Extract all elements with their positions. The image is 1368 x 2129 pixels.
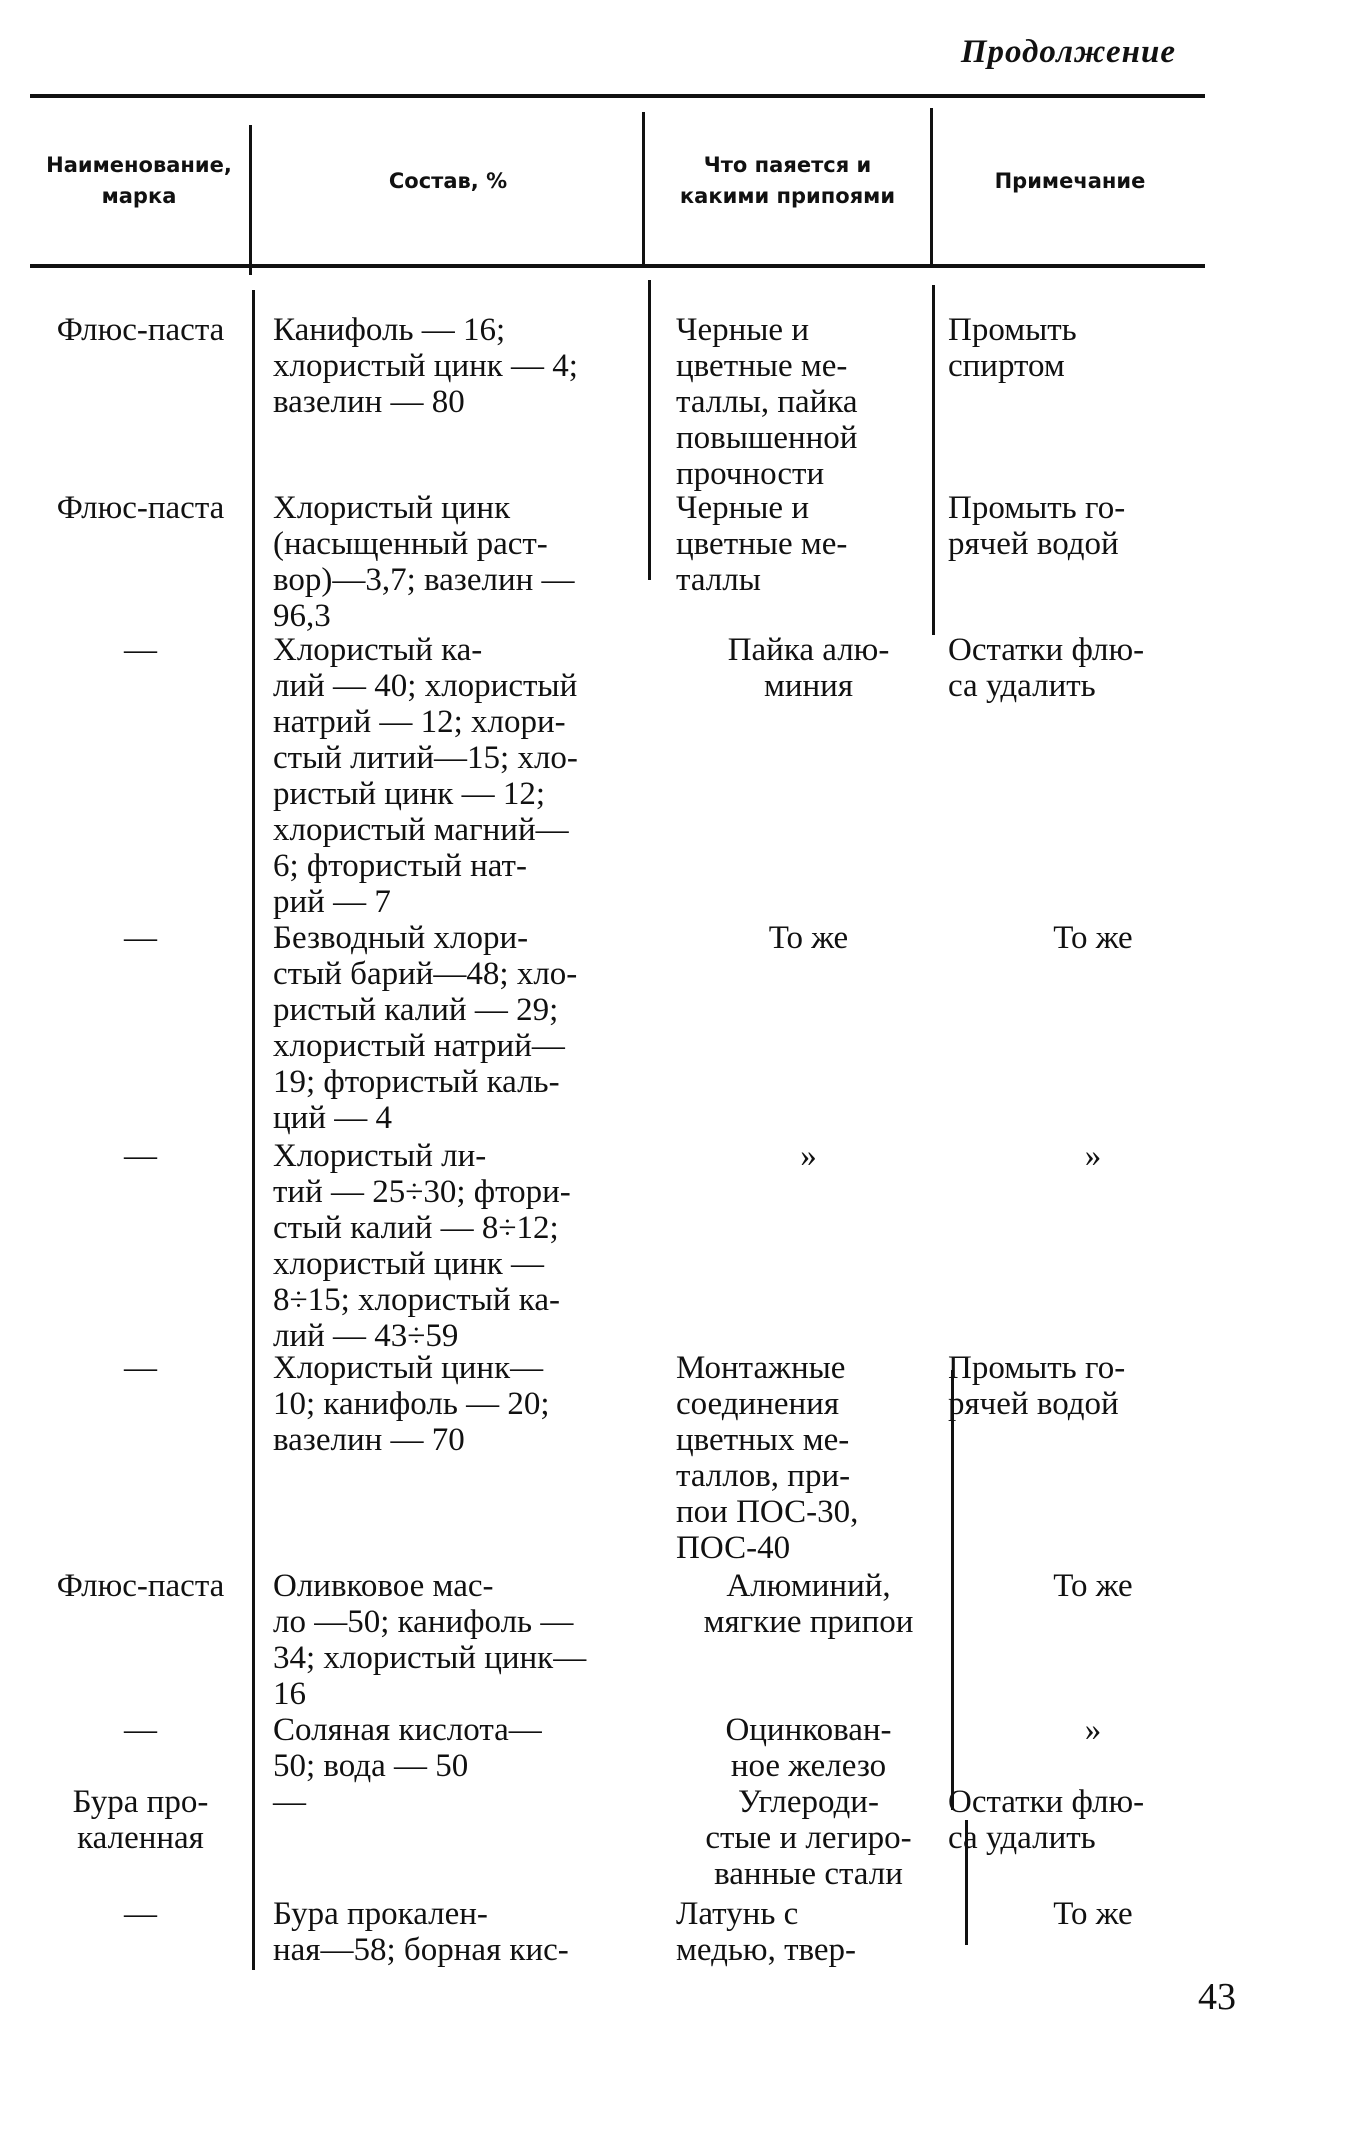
cell-note: То же xyxy=(1053,1896,1133,1932)
cell-note: Промыть го- рячей водой xyxy=(948,1350,1126,1422)
cell-what-soldered: Оцинкован- ное железо xyxy=(725,1712,892,1784)
cell-note: То же xyxy=(1053,920,1133,956)
cell-composition: — xyxy=(273,1784,306,1820)
cell-name: — xyxy=(124,632,157,668)
page-header: Продолжение xyxy=(960,34,1176,70)
header-composition: Состав, % xyxy=(388,168,508,193)
cell-composition: Канифоль — 16; хлористый цинк — 4; вазелин — 80 xyxy=(273,312,578,420)
cell-composition: Оливковое мас- ло —50; канифоль — 34; хлористый цинк— 16 xyxy=(273,1568,587,1712)
cell-what-soldered: » xyxy=(800,1138,817,1174)
cell-what-soldered: Монтажные соединения цветных ме- таллов, при- пои ПОС-30, ПОС-40 xyxy=(676,1350,859,1566)
cell-name: Бура про- каленная xyxy=(72,1784,209,1856)
cell-name: Флюс-паста xyxy=(56,312,225,348)
header-divider xyxy=(930,108,933,266)
cell-what-soldered: Углероди- стые и легиро- ванные стали xyxy=(705,1784,912,1892)
cell-what-soldered: То же xyxy=(768,920,849,956)
cell-what-soldered: Черные и цветные ме- таллы xyxy=(676,490,848,598)
header-what-soldered: Что паяется и какими припоями xyxy=(679,153,896,208)
cell-note: » xyxy=(1084,1712,1102,1748)
cell-name: — xyxy=(124,920,157,956)
cell-composition: Хлористый ли- тий — 25÷30; фтори- стый калий — 8÷12; хлористый цинк — 8÷15; хлористый ка- лий — 43÷59 xyxy=(273,1138,571,1354)
cell-composition: Хлористый ка- лий — 40; хлористый натрий — 12; хлори- стый литий—15; хло- ристый цинк — 12; хлористый магний— 6; фтористый нат- рий — 7 xyxy=(273,632,578,920)
cell-note: » xyxy=(1084,1138,1102,1174)
header-note: Примечание xyxy=(994,168,1146,193)
cell-name: — xyxy=(124,1712,157,1748)
cell-note: То же xyxy=(1053,1568,1133,1604)
cell-composition: Хлористый цинк (насыщенный раст- вор)—3,7; вазелин — 96,3 xyxy=(273,490,575,634)
column-divider xyxy=(648,280,651,580)
header-divider xyxy=(642,112,645,267)
cell-name: — xyxy=(124,1896,157,1932)
cell-note: Остатки флю- са удалить xyxy=(948,632,1145,704)
cell-what-soldered: Пайка алю- миния xyxy=(727,632,890,704)
cell-name: — xyxy=(124,1350,157,1386)
cell-composition: Соляная кислота— 50; вода — 50 xyxy=(273,1712,542,1784)
cell-composition: Безводный хлори- стый барий—48; хло- ристый калий — 29; хлористый натрий— 19; фтористый каль- ций — 4 xyxy=(273,920,578,1136)
cell-name: — xyxy=(124,1138,157,1174)
cell-what-soldered: Черные и цветные ме- таллы, пайка повышенной прочности xyxy=(676,312,858,492)
cell-note: Промыть спиртом xyxy=(948,312,1077,384)
cell-composition: Хлористый цинк— 10; канифоль — 20; вазелин — 70 xyxy=(273,1350,550,1458)
table-header-rule xyxy=(30,264,1205,268)
cell-what-soldered: Латунь с медью, твер- xyxy=(676,1896,857,1968)
header-divider xyxy=(249,125,252,275)
cell-what-soldered: Алюминий, мягкие припои xyxy=(703,1568,914,1640)
cell-name: Флюс-паста xyxy=(56,1568,225,1604)
cell-composition: Бура прокален- ная—58; борная кис- xyxy=(273,1896,569,1968)
page-number: 43 xyxy=(1198,1976,1236,2018)
cell-note: Промыть го- рячей водой xyxy=(948,490,1126,562)
header-name: Наименование, марка xyxy=(46,153,232,208)
cell-name: Флюс-паста xyxy=(56,490,225,526)
cell-note: Остатки флю- са удалить xyxy=(948,1784,1145,1856)
